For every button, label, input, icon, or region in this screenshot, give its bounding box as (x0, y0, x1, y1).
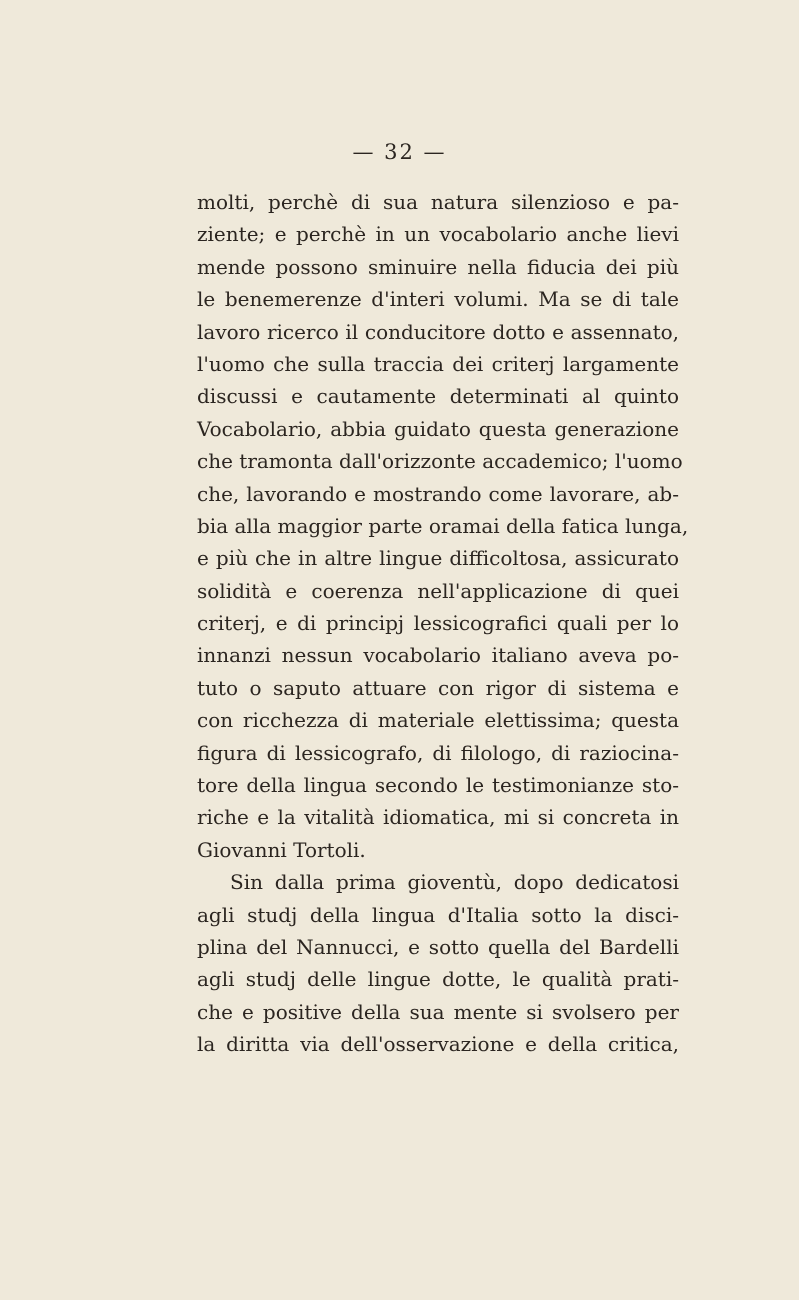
text-line: Sin dalla prima gioventù, dopo dedicatosi (230, 870, 679, 895)
text-line: l'uomo che sulla traccia dei criterj largamente (197, 351, 679, 376)
text-line: le benemerenze d'interi volumi. Ma se di tale (197, 287, 679, 312)
text-line: che e positive della sua mente si svolsero per (197, 999, 679, 1024)
text-line: ziente; e perchè in un vocabolario anche lievi (197, 222, 679, 247)
text-line: tore della lingua secondo le testimonianze sto- (197, 773, 679, 798)
text-line: bia alla maggior parte oramai della fatica lunga, (197, 513, 689, 538)
text-line: che, lavorando e mostrando come lavorare, ab- (197, 481, 679, 506)
body-text (197, 186, 689, 1061)
text-line: innanzi nessun vocabolario italiano aveva po- (197, 643, 679, 668)
text-line: molti, perchè di sua natura silenzioso e pa- (197, 190, 679, 214)
text-line: la diritta via dell'osservazione e della critica, (197, 1032, 679, 1057)
page-number: — 32 — (352, 140, 447, 164)
text-line: riche e la vitalità idiomatica, mi si concreta in (197, 805, 679, 830)
text-line: che tramonta dall'orizzonte accademico; l'uomo (197, 449, 683, 474)
text-line: tuto o saputo attuare con rigor di sistema e (197, 675, 679, 700)
text-line: lavoro ricerco il conducitore dotto e assennato, (197, 319, 679, 344)
paragraph-2 (197, 866, 679, 1060)
text-line: solidità e coerenza nell'applicazione di quei (197, 578, 679, 603)
text-line: mende possono sminuire nella fiducia dei più (197, 254, 679, 279)
text-line: discussi e cautamente determinati al quinto (197, 384, 679, 409)
text-line: con ricchezza di materiale elettissima; questa (197, 708, 679, 733)
text-line: Giovanni Tortoli. (197, 837, 366, 862)
text-line: criterj, e di principj lessicografici quali per lo (197, 611, 679, 636)
text-line: Vocabolario, abbia guidato questa generazione (197, 416, 679, 441)
text-line: figura di lessicografo, di filologo, di raziocina- (197, 740, 679, 765)
paragraph-1 (197, 186, 689, 866)
text-line: agli studj delle lingue dotte, le qualità prati- (197, 967, 679, 992)
text-line: plina del Nannucci, e sotto quella del Bardelli (197, 934, 679, 959)
text-line: agli studj della lingua d'Italia sotto la disci- (197, 902, 679, 927)
text-line: e più che in altre lingue difficoltosa, assicurato (197, 546, 679, 571)
